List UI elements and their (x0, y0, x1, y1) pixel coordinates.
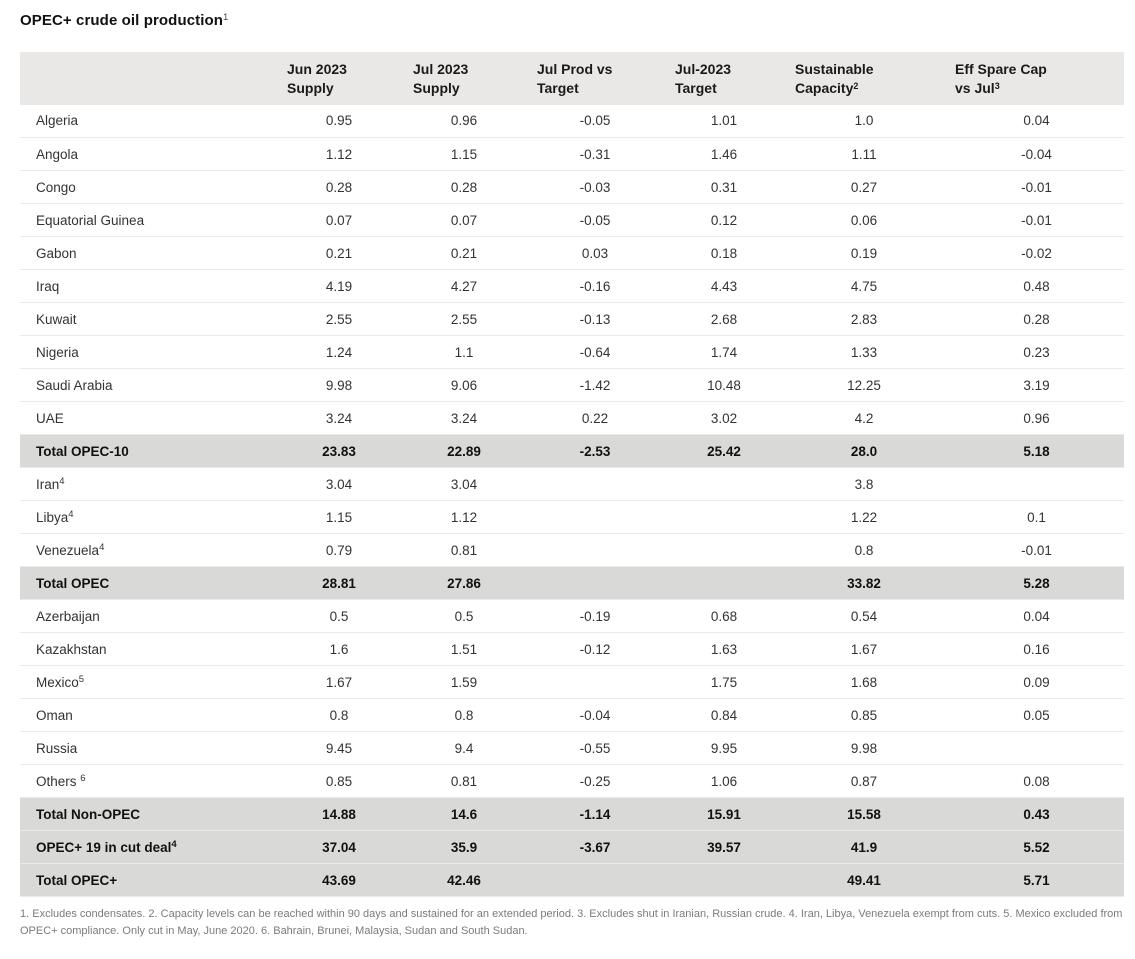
row-label: Angola (20, 138, 271, 171)
cell-value: 39.57 (659, 831, 779, 864)
table-body (20, 105, 1124, 897)
cell-value: -0.64 (521, 336, 659, 369)
table-row (20, 138, 1124, 171)
cell-value: -0.04 (939, 138, 1124, 171)
cell-value: 0.81 (397, 534, 521, 567)
row-label: Total OPEC+ (20, 864, 271, 897)
cell-value: 9.4 (397, 732, 521, 765)
total-row (20, 567, 1124, 600)
col-header-country (20, 52, 271, 105)
cell-value: 0.12 (659, 204, 779, 237)
cell-value: 3.04 (397, 468, 521, 501)
cell-value: 0.16 (939, 633, 1124, 666)
header-line: vs Jul (955, 80, 995, 97)
table-row (20, 600, 1124, 633)
cell-value: 0.8 (397, 699, 521, 732)
cell-value: 37.04 (271, 831, 397, 864)
table-row (20, 204, 1124, 237)
cell-value: 0.68 (659, 600, 779, 633)
cell-value: 3.8 (779, 468, 939, 501)
cell-value: 4.43 (659, 270, 779, 303)
cell-value: 0.5 (397, 600, 521, 633)
cell-value: 1.67 (271, 666, 397, 699)
cell-value: 9.98 (271, 369, 397, 402)
total-row (20, 435, 1124, 468)
cell-value: 41.9 (779, 831, 939, 864)
cell-value: 1.12 (397, 501, 521, 534)
total-row (20, 864, 1124, 897)
row-label: Total OPEC (20, 567, 271, 600)
cell-value: 4.27 (397, 270, 521, 303)
cell-value: 1.22 (779, 501, 939, 534)
cell-value: 0.87 (779, 765, 939, 798)
cell-value: 0.96 (939, 402, 1124, 435)
cell-value: 0.09 (939, 666, 1124, 699)
footnote-ref: 3 (994, 81, 1000, 92)
total-row (20, 798, 1124, 831)
cell-value: 3.04 (271, 468, 397, 501)
row-label: Congo (20, 171, 271, 204)
cell-value: -0.13 (521, 303, 659, 336)
table-row (20, 468, 1124, 501)
cell-value: 0.07 (271, 204, 397, 237)
cell-value: 14.88 (271, 798, 397, 831)
cell-value: 0.5 (271, 600, 397, 633)
header-row (20, 52, 1124, 105)
cell-value: 0.1 (939, 501, 1124, 534)
cell-value: -0.02 (939, 237, 1124, 270)
row-label: Equatorial Guinea (20, 204, 271, 237)
table-row (20, 303, 1124, 336)
table-row (20, 534, 1124, 567)
cell-value: -0.05 (521, 105, 659, 138)
cell-value: 5.71 (939, 864, 1124, 897)
cell-value: 28.81 (271, 567, 397, 600)
cell-value: 49.41 (779, 864, 939, 897)
cell-value: -0.05 (521, 204, 659, 237)
cell-value: 0.21 (397, 237, 521, 270)
cell-value: 0.79 (271, 534, 397, 567)
cell-value: 0.54 (779, 600, 939, 633)
cell-value: 9.95 (659, 732, 779, 765)
header-line: Eff Spare Cap (955, 61, 1047, 77)
row-label: Gabon (20, 237, 271, 270)
cell-value: 0.27 (779, 171, 939, 204)
cell-value: 0.95 (271, 105, 397, 138)
cell-value: 1.74 (659, 336, 779, 369)
cell-value: 0.81 (397, 765, 521, 798)
cell-value: 1.6 (271, 633, 397, 666)
header-line: Target (537, 80, 579, 97)
header-line: Jul 2023 (413, 61, 469, 77)
cell-value: 0.43 (939, 798, 1124, 831)
cell-value: 1.01 (659, 105, 779, 138)
cell-value: 1.06 (659, 765, 779, 798)
cell-value: 5.52 (939, 831, 1124, 864)
cell-value: 0.04 (939, 600, 1124, 633)
cell-value: 5.18 (939, 435, 1124, 468)
table-row (20, 336, 1124, 369)
cell-value: -1.42 (521, 369, 659, 402)
cell-value (521, 468, 659, 501)
cell-value: 0.8 (271, 699, 397, 732)
col-header-sustainable-capacity (779, 52, 939, 105)
cell-value (939, 468, 1124, 501)
cell-value: 1.15 (397, 138, 521, 171)
table-row (20, 699, 1124, 732)
cell-value: 43.69 (271, 864, 397, 897)
cell-value (659, 864, 779, 897)
cell-value: -2.53 (521, 435, 659, 468)
row-label: Kazakhstan (20, 633, 271, 666)
cell-value (939, 732, 1124, 765)
cell-value: 0.23 (939, 336, 1124, 369)
footnote-ref: 4 (99, 541, 105, 553)
cell-value: -0.01 (939, 204, 1124, 237)
page-title-text: OPEC+ crude oil production (20, 12, 224, 29)
cell-value: 0.28 (397, 171, 521, 204)
page-title (20, 12, 1124, 29)
header-line: Supply (287, 80, 334, 97)
header-line: Target (675, 80, 717, 97)
col-header-jul-2023-target (659, 52, 779, 105)
footnote-ref: 1 (223, 12, 229, 23)
cell-value: 9.06 (397, 369, 521, 402)
cell-value: 1.0 (779, 105, 939, 138)
cell-value: 2.55 (397, 303, 521, 336)
cell-value: 4.2 (779, 402, 939, 435)
cell-value (659, 534, 779, 567)
row-label: UAE (20, 402, 271, 435)
cell-value: 1.11 (779, 138, 939, 171)
cell-value: -0.19 (521, 600, 659, 633)
table-row (20, 765, 1124, 798)
cell-value: 1.75 (659, 666, 779, 699)
cell-value: 0.84 (659, 699, 779, 732)
cell-value: -0.03 (521, 171, 659, 204)
footnote-ref: 2 (853, 81, 859, 92)
cell-value: 35.9 (397, 831, 521, 864)
cell-value: 4.75 (779, 270, 939, 303)
col-header-jul-prod-vs-target (521, 52, 659, 105)
row-label: Total OPEC-10 (20, 435, 271, 468)
total-row (20, 831, 1124, 864)
row-label: Libya$^4$ (20, 501, 271, 534)
cell-value: 0.07 (397, 204, 521, 237)
row-label: Total Non-OPEC (20, 798, 271, 831)
cell-value: 0.21 (271, 237, 397, 270)
cell-value: 3.19 (939, 369, 1124, 402)
cell-value: 25.42 (659, 435, 779, 468)
table-row (20, 171, 1124, 204)
cell-value: -0.12 (521, 633, 659, 666)
row-label: Kuwait (20, 303, 271, 336)
cell-value: 0.22 (521, 402, 659, 435)
table-row (20, 633, 1124, 666)
cell-value: 2.83 (779, 303, 939, 336)
cell-value: 0.04 (939, 105, 1124, 138)
cell-value: 0.31 (659, 171, 779, 204)
footnote-ref: 5 (78, 673, 85, 685)
footnote-ref: 4 (68, 508, 74, 520)
cell-value: 1.12 (271, 138, 397, 171)
cell-value: 15.58 (779, 798, 939, 831)
footnote-ref: 6 (80, 772, 86, 784)
cell-value: 1.68 (779, 666, 939, 699)
row-label: Iran$^4$ (20, 468, 271, 501)
row-label: Iraq (20, 270, 271, 303)
production-table (20, 52, 1124, 897)
cell-value: 23.83 (271, 435, 397, 468)
cell-value: -0.04 (521, 699, 659, 732)
cell-value: 2.68 (659, 303, 779, 336)
cell-value: 5.28 (939, 567, 1124, 600)
cell-value: 9.45 (271, 732, 397, 765)
cell-value: 1.67 (779, 633, 939, 666)
cell-value: 0.05 (939, 699, 1124, 732)
cell-value: 0.48 (939, 270, 1124, 303)
cell-value: 3.24 (271, 402, 397, 435)
cell-value: 2.55 (271, 303, 397, 336)
cell-value: 14.6 (397, 798, 521, 831)
cell-value (521, 534, 659, 567)
header-line: Supply (413, 80, 460, 97)
cell-value: 0.85 (779, 699, 939, 732)
cell-value: 3.02 (659, 402, 779, 435)
cell-value: 1.51 (397, 633, 521, 666)
row-label: Azerbaijan (20, 600, 271, 633)
footnote-ref: 4 (59, 475, 65, 487)
header-line: Capacity (795, 80, 854, 97)
cell-value: -3.67 (521, 831, 659, 864)
cell-value: 42.46 (397, 864, 521, 897)
row-label: Mexico$^5$ (20, 666, 271, 699)
col-header-jul-2023-supply (397, 52, 521, 105)
header-line: Jul-2023 (675, 61, 732, 77)
row-label: Russia (20, 732, 271, 765)
cell-value: -0.31 (521, 138, 659, 171)
cell-value: 0.18 (659, 237, 779, 270)
cell-value: 0.96 (397, 105, 521, 138)
cell-value: 1.1 (397, 336, 521, 369)
row-label: Algeria (20, 105, 271, 138)
cell-value: 1.15 (271, 501, 397, 534)
cell-value: 1.33 (779, 336, 939, 369)
col-header-jun-2023-supply (271, 52, 397, 105)
cell-value: 0.03 (521, 237, 659, 270)
cell-value (521, 666, 659, 699)
table-row (20, 105, 1124, 138)
header-line: Jun 2023 (287, 61, 347, 77)
table-row (20, 732, 1124, 765)
row-label: Saudi Arabia (20, 369, 271, 402)
cell-value: 4.19 (271, 270, 397, 303)
cell-value (521, 501, 659, 534)
cell-value: -0.01 (939, 171, 1124, 204)
cell-value: -0.25 (521, 765, 659, 798)
row-label: OPEC+ 19 in cut deal$^4$ (20, 831, 271, 864)
cell-value: 1.59 (397, 666, 521, 699)
cell-value: 0.06 (779, 204, 939, 237)
row-label: Nigeria (20, 336, 271, 369)
cell-value: -0.55 (521, 732, 659, 765)
cell-value: 22.89 (397, 435, 521, 468)
cell-value (521, 864, 659, 897)
cell-value: 0.08 (939, 765, 1124, 798)
footnotes: 1. Excludes condensates. 2. Capacity levels can be reached within 90 days and sustained for an extended period. 3. Excludes shut in Iranian, Russian crude. 4. Iran, Libya, Venezuela exempt from cuts. 5. Mexico excluded from OPEC+ compliance. Only cut in May, June 2020. 6. Bahrain, Brunei, Malaysia, Sudan and South Sudan. (20, 908, 1123, 937)
table-row (20, 237, 1124, 270)
cell-value: 3.24 (397, 402, 521, 435)
row-label: Others $^6$ (20, 765, 271, 798)
cell-value: 0.8 (779, 534, 939, 567)
cell-value: 0.19 (779, 237, 939, 270)
cell-value: -0.16 (521, 270, 659, 303)
cell-value: 33.82 (779, 567, 939, 600)
table-row (20, 501, 1124, 534)
cell-value: -0.01 (939, 534, 1124, 567)
cell-value: 9.98 (779, 732, 939, 765)
cell-value: 0.28 (939, 303, 1124, 336)
cell-value: 1.46 (659, 138, 779, 171)
header-line: Sustainable (795, 61, 874, 77)
col-header-eff-spare-cap (939, 52, 1124, 105)
footnote-ref: 4 (171, 838, 177, 850)
cell-value: 0.85 (271, 765, 397, 798)
cell-value: 15.91 (659, 798, 779, 831)
cell-value: 12.25 (779, 369, 939, 402)
row-label: Oman (20, 699, 271, 732)
cell-value (659, 501, 779, 534)
cell-value: 10.48 (659, 369, 779, 402)
cell-value (659, 567, 779, 600)
cell-value: 1.24 (271, 336, 397, 369)
table-row (20, 369, 1124, 402)
cell-value: -1.14 (521, 798, 659, 831)
table-row (20, 402, 1124, 435)
table-row (20, 270, 1124, 303)
cell-value: 27.86 (397, 567, 521, 600)
cell-value (659, 468, 779, 501)
table-row (20, 666, 1124, 699)
cell-value: 28.0 (779, 435, 939, 468)
header-line: Jul Prod vs (537, 61, 613, 77)
cell-value: 1.63 (659, 633, 779, 666)
cell-value (521, 567, 659, 600)
cell-value: 0.28 (271, 171, 397, 204)
row-label: Venezuela$^4$ (20, 534, 271, 567)
